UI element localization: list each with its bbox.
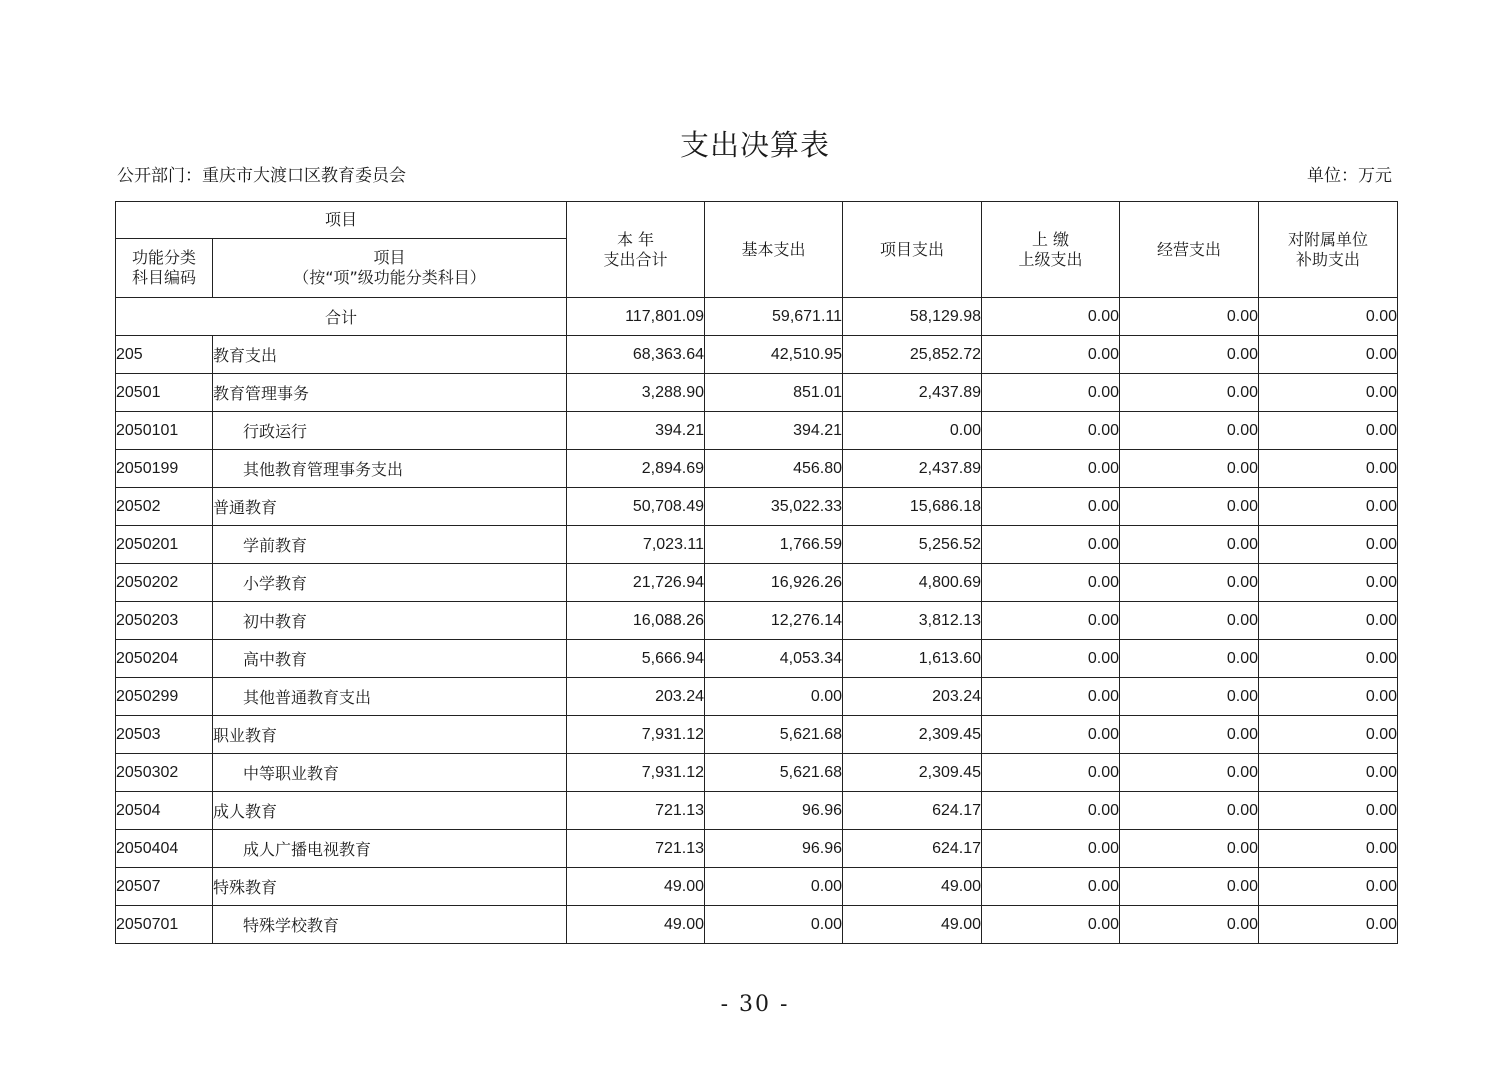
total-cell-upper: 0.00 — [982, 298, 1120, 336]
row-basic: 0.00 — [705, 678, 843, 716]
row-name: 小学教育 — [213, 564, 567, 602]
row-subsidy: 0.00 — [1259, 488, 1398, 526]
row-basic: 851.01 — [705, 374, 843, 412]
row-code: 2050204 — [116, 640, 213, 678]
row-project: 1,613.60 — [843, 640, 982, 678]
row-basic: 394.21 — [705, 412, 843, 450]
table-row — [116, 754, 1398, 792]
row-total: 7,931.12 — [567, 716, 705, 754]
table-row — [116, 336, 1398, 374]
row-code: 2050199 — [116, 450, 213, 488]
row-project: 2,437.89 — [843, 374, 982, 412]
total-cell-business: 0.00 — [1120, 298, 1259, 336]
row-total: 21,726.94 — [567, 564, 705, 602]
row-code: 20502 — [116, 488, 213, 526]
row-project: 5,256.52 — [843, 526, 982, 564]
row-name: 教育管理事务 — [213, 374, 567, 412]
row-business: 0.00 — [1120, 374, 1259, 412]
table-row — [116, 830, 1398, 868]
row-upper: 0.00 — [982, 716, 1120, 754]
row-business: 0.00 — [1120, 868, 1259, 906]
row-business: 0.00 — [1120, 754, 1259, 792]
row-total: 7,931.12 — [567, 754, 705, 792]
header-subsidy — [1259, 202, 1398, 298]
table-row — [116, 450, 1398, 488]
row-project: 4,800.69 — [843, 564, 982, 602]
row-name: 初中教育 — [213, 602, 567, 640]
row-name: 高中教育 — [213, 640, 567, 678]
row-code: 2050201 — [116, 526, 213, 564]
row-basic: 96.96 — [705, 792, 843, 830]
row-name: 特殊教育 — [213, 868, 567, 906]
row-name: 教育支出 — [213, 336, 567, 374]
row-upper: 0.00 — [982, 374, 1120, 412]
row-name: 成人教育 — [213, 792, 567, 830]
total-row — [116, 298, 1398, 336]
row-subsidy: 0.00 — [1259, 374, 1398, 412]
row-subsidy: 0.00 — [1259, 336, 1398, 374]
row-basic: 12,276.14 — [705, 602, 843, 640]
row-code: 20504 — [116, 792, 213, 830]
row-total: 68,363.64 — [567, 336, 705, 374]
header-func-code — [116, 239, 213, 298]
row-upper: 0.00 — [982, 830, 1120, 868]
header-row-1 — [116, 202, 1398, 239]
row-business: 0.00 — [1120, 450, 1259, 488]
row-subsidy: 0.00 — [1259, 716, 1398, 754]
row-name: 特殊学校教育 — [213, 906, 567, 944]
row-project: 25,852.72 — [843, 336, 982, 374]
row-basic: 1,766.59 — [705, 526, 843, 564]
table-row — [116, 564, 1398, 602]
row-code: 2050299 — [116, 678, 213, 716]
row-name: 中等职业教育 — [213, 754, 567, 792]
row-subsidy: 0.00 — [1259, 868, 1398, 906]
row-total: 49.00 — [567, 906, 705, 944]
row-business: 0.00 — [1120, 526, 1259, 564]
row-total: 16,088.26 — [567, 602, 705, 640]
row-code: 20501 — [116, 374, 213, 412]
row-code: 2050203 — [116, 602, 213, 640]
row-total: 7,023.11 — [567, 526, 705, 564]
table-row — [116, 374, 1398, 412]
row-basic: 5,621.68 — [705, 754, 843, 792]
row-basic: 96.96 — [705, 830, 843, 868]
row-name: 职业教育 — [213, 716, 567, 754]
row-business: 0.00 — [1120, 412, 1259, 450]
row-basic: 16,926.26 — [705, 564, 843, 602]
row-project: 49.00 — [843, 906, 982, 944]
row-subsidy: 0.00 — [1259, 526, 1398, 564]
header-upper — [982, 202, 1120, 298]
row-upper: 0.00 — [982, 640, 1120, 678]
header-func-code-line1: 功能分类 — [131, 248, 196, 267]
row-upper: 0.00 — [982, 412, 1120, 450]
row-business: 0.00 — [1120, 678, 1259, 716]
row-total: 203.24 — [567, 678, 705, 716]
header-project-expense: 项目支出 — [843, 202, 982, 298]
header-total-line1: 本 年 — [616, 229, 655, 249]
row-code: 2050701 — [116, 906, 213, 944]
row-name: 成人广播电视教育 — [213, 830, 567, 868]
page-number: - 30 - — [720, 992, 790, 1017]
row-code: 2050101 — [116, 412, 213, 450]
header-project-name-line1: 项目 — [373, 248, 406, 267]
table-row — [116, 526, 1398, 564]
table-row — [116, 412, 1398, 450]
row-subsidy: 0.00 — [1259, 412, 1398, 450]
header-project-name-line2: （按“项”级功能分类科目） — [293, 268, 486, 287]
row-code: 2050404 — [116, 830, 213, 868]
row-project: 2,437.89 — [843, 450, 982, 488]
header-total — [567, 202, 705, 298]
row-total: 5,666.94 — [567, 640, 705, 678]
row-name: 其他普通教育支出 — [213, 678, 567, 716]
header-subsidy-line1: 对附属单位 — [1288, 229, 1369, 249]
row-basic: 456.80 — [705, 450, 843, 488]
row-upper: 0.00 — [982, 488, 1120, 526]
row-basic: 4,053.34 — [705, 640, 843, 678]
row-subsidy: 0.00 — [1259, 450, 1398, 488]
table-row — [116, 716, 1398, 754]
row-business: 0.00 — [1120, 792, 1259, 830]
total-label: 合计 — [116, 298, 567, 336]
row-total: 50,708.49 — [567, 488, 705, 526]
table-body — [116, 298, 1398, 944]
row-name: 学前教育 — [213, 526, 567, 564]
row-basic: 35,022.33 — [705, 488, 843, 526]
header-upper-line1: 上 缴 — [1031, 229, 1070, 249]
row-upper: 0.00 — [982, 906, 1120, 944]
row-project: 15,686.18 — [843, 488, 982, 526]
row-upper: 0.00 — [982, 336, 1120, 374]
row-upper: 0.00 — [982, 868, 1120, 906]
row-subsidy: 0.00 — [1259, 602, 1398, 640]
table-row — [116, 792, 1398, 830]
row-project: 2,309.45 — [843, 754, 982, 792]
department-label: 公开部门：重庆市大渡口区教育委员会 — [117, 166, 406, 186]
row-project: 624.17 — [843, 792, 982, 830]
row-total: 721.13 — [567, 830, 705, 868]
row-code: 2050302 — [116, 754, 213, 792]
total-cell-basic: 59,671.11 — [705, 298, 843, 336]
header-project-name — [213, 239, 567, 298]
table-row — [116, 488, 1398, 526]
row-business: 0.00 — [1120, 336, 1259, 374]
row-total: 49.00 — [567, 868, 705, 906]
row-project: 49.00 — [843, 868, 982, 906]
table-row — [116, 868, 1398, 906]
row-total: 3,288.90 — [567, 374, 705, 412]
unit-label: 单位：万元 — [1307, 166, 1392, 186]
row-upper: 0.00 — [982, 754, 1120, 792]
header-upper-line2: 上级支出 — [1018, 249, 1083, 269]
page-title: 支出决算表 — [679, 128, 830, 162]
header-subsidy-line2: 补助支出 — [1296, 249, 1361, 269]
row-upper: 0.00 — [982, 678, 1120, 716]
row-code: 2050202 — [116, 564, 213, 602]
row-total: 721.13 — [567, 792, 705, 830]
row-project: 2,309.45 — [843, 716, 982, 754]
row-subsidy: 0.00 — [1259, 792, 1398, 830]
row-subsidy: 0.00 — [1259, 830, 1398, 868]
total-cell-project: 58,129.98 — [843, 298, 982, 336]
row-business: 0.00 — [1120, 640, 1259, 678]
row-subsidy: 0.00 — [1259, 564, 1398, 602]
row-code: 205 — [116, 336, 213, 374]
header-total-line2: 支出合计 — [603, 249, 668, 269]
row-subsidy: 0.00 — [1259, 754, 1398, 792]
total-cell-total: 117,801.09 — [567, 298, 705, 336]
row-business: 0.00 — [1120, 602, 1259, 640]
row-code: 20507 — [116, 868, 213, 906]
row-business: 0.00 — [1120, 488, 1259, 526]
header-business: 经营支出 — [1120, 202, 1259, 298]
table-row — [116, 906, 1398, 944]
expenditure-table — [115, 201, 1398, 944]
row-name: 其他教育管理事务支出 — [213, 450, 567, 488]
row-total: 2,894.69 — [567, 450, 705, 488]
row-project: 624.17 — [843, 830, 982, 868]
row-upper: 0.00 — [982, 564, 1120, 602]
row-project: 203.24 — [843, 678, 982, 716]
row-business: 0.00 — [1120, 906, 1259, 944]
row-subsidy: 0.00 — [1259, 640, 1398, 678]
row-total: 394.21 — [567, 412, 705, 450]
row-upper: 0.00 — [982, 792, 1120, 830]
row-code: 20503 — [116, 716, 213, 754]
table-row — [116, 640, 1398, 678]
row-business: 0.00 — [1120, 830, 1259, 868]
row-upper: 0.00 — [982, 602, 1120, 640]
header-func-code-line2: 科目编码 — [131, 268, 196, 287]
row-upper: 0.00 — [982, 450, 1120, 488]
row-name: 行政运行 — [213, 412, 567, 450]
table-row — [116, 602, 1398, 640]
row-subsidy: 0.00 — [1259, 906, 1398, 944]
row-project: 0.00 — [843, 412, 982, 450]
row-basic: 0.00 — [705, 906, 843, 944]
header-basic: 基本支出 — [705, 202, 843, 298]
row-upper: 0.00 — [982, 526, 1120, 564]
total-cell-subsidy: 0.00 — [1259, 298, 1398, 336]
row-basic: 42,510.95 — [705, 336, 843, 374]
row-subsidy: 0.00 — [1259, 678, 1398, 716]
row-basic: 5,621.68 — [705, 716, 843, 754]
row-business: 0.00 — [1120, 564, 1259, 602]
row-project: 3,812.13 — [843, 602, 982, 640]
header-project: 项目 — [116, 202, 567, 239]
row-name: 普通教育 — [213, 488, 567, 526]
table-row — [116, 678, 1398, 716]
row-business: 0.00 — [1120, 716, 1259, 754]
row-basic: 0.00 — [705, 868, 843, 906]
